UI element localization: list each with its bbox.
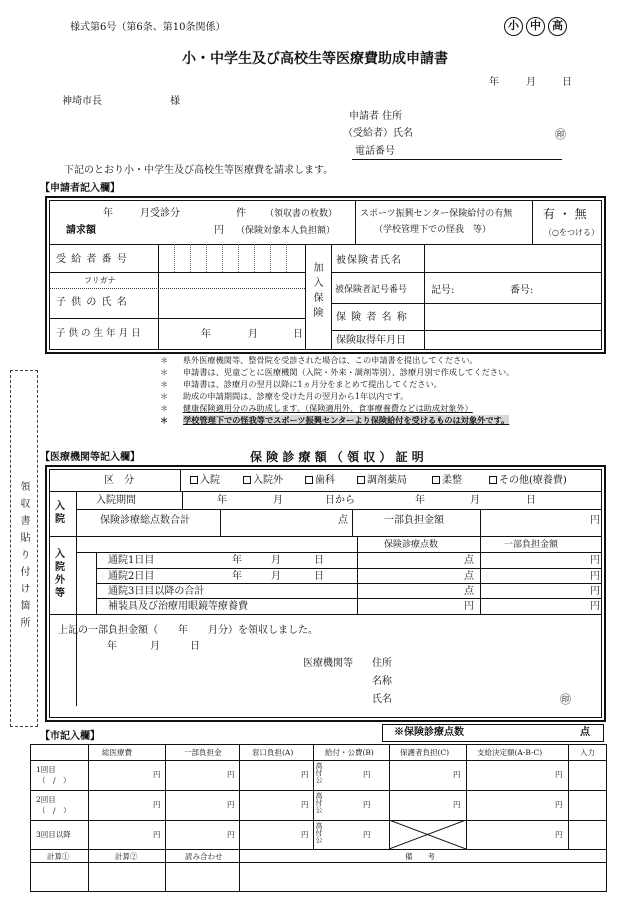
visit-2-points-unit: 点 <box>464 571 474 582</box>
orthotics-yen: 円 <box>590 601 600 612</box>
city-cell-yen: 円 <box>153 830 161 839</box>
category-item[interactable] <box>190 475 220 487</box>
badge-elementary: 小 <box>504 17 523 36</box>
number-box-divider <box>254 244 255 272</box>
recipient-number-label: 受 給 者 番 号 <box>56 254 128 265</box>
city-section-heading: 【市記入欄】 <box>40 731 100 742</box>
city-kofu-label: 高付公 <box>315 762 323 783</box>
received-year: 年 <box>107 641 117 652</box>
claim-year-label: 年 <box>103 208 113 219</box>
row1-divider-1 <box>355 200 356 244</box>
city-foot-line <box>88 849 89 892</box>
visit-1-yen: 円 <box>590 555 600 566</box>
city-cell-yen: 円 <box>227 770 235 779</box>
checkbox-icon[interactable] <box>190 476 198 484</box>
date-year-label: 年 <box>489 77 499 88</box>
badge-high-school: 高 <box>548 17 567 36</box>
note-item <box>160 404 473 414</box>
note-mark: ＊ <box>160 403 169 413</box>
insurer-name-label: 保 険 者 名 称 <box>336 312 408 323</box>
number-box-divider <box>286 244 287 272</box>
note-mark: ＊ <box>160 355 169 365</box>
number-box-divider <box>174 244 175 272</box>
left-label-divider <box>158 244 159 350</box>
checkbox-icon[interactable] <box>489 476 497 484</box>
note-mark: ＊ <box>160 379 169 389</box>
note-mark: ＊ <box>160 391 169 401</box>
inpatient-bottom <box>49 536 602 537</box>
row1-divider-2 <box>532 200 533 244</box>
institution-seal-icon: ㊞ <box>560 693 571 706</box>
city-kofu-label: 高付公 <box>315 822 323 843</box>
city-cross-out <box>389 820 466 849</box>
orthotics-yen-mid: 円 <box>464 601 474 612</box>
insured-name-label: 被保険者氏名 <box>336 255 402 266</box>
city-row-date: （ / ） <box>38 776 71 785</box>
city-cell-yen: 円 <box>453 770 461 779</box>
note-item <box>160 416 509 426</box>
period-month: 月 <box>273 495 283 506</box>
mid-divider <box>305 244 306 350</box>
symbol-label: 記号: <box>431 285 455 296</box>
number-box-divider <box>270 244 271 272</box>
visit-2-label: 通院2日目 <box>108 571 155 582</box>
medical-title: 保 険 診 療 額 （ 領 収 ） 証 明 <box>250 450 424 464</box>
city-cell-yen: 円 <box>363 770 371 779</box>
city-row-label: 3回目以降 <box>36 830 71 839</box>
note-text: 申請書は、児童ごとに医療機関（入院・外来・調剤等別）、診療月別で作成してください。 <box>182 367 515 377</box>
category-label: その他(療養費) <box>499 475 567 486</box>
category-label: 入院外 <box>253 475 283 486</box>
institution-person-label: 氏名 <box>372 694 392 705</box>
category-label: 歯科 <box>315 475 335 486</box>
checkbox-icon[interactable] <box>357 476 365 484</box>
date-day-label: 日 <box>562 77 572 88</box>
claim-month-label: 月受診分 <box>140 208 180 219</box>
city-row-label: 1回目 <box>36 765 56 774</box>
claim-count-label: 件 <box>236 208 246 219</box>
badge-junior-high: 中 <box>526 17 545 36</box>
phone-underline <box>352 159 562 160</box>
insured-name-bottom <box>331 272 602 273</box>
visit-1-label: 通院1日目 <box>108 555 155 566</box>
date-month-label: 月 <box>526 77 536 88</box>
note-text: 学校管理下での怪我等でスポーツ振興センターより保険給付を受けるものは対象外です。 <box>183 415 510 425</box>
category-item[interactable] <box>243 475 283 487</box>
number-box-divider <box>206 244 207 272</box>
insured-symbol-label: 被保険者記号番号 <box>335 285 408 295</box>
note-item <box>160 356 478 366</box>
child-name-label: 子 供 の 氏 名 <box>56 297 128 308</box>
insurance-join-label: 加入保険 <box>311 262 322 322</box>
number-box-divider <box>190 244 191 272</box>
visit-3-bottom <box>96 598 602 599</box>
note-item <box>160 368 514 378</box>
inpatient-period-label: 入院期間 <box>96 495 136 506</box>
applicant-address-label: 申請者 住所 <box>349 111 403 122</box>
city-footer-divider <box>30 862 607 863</box>
city-footer-remarks: 備 考 <box>405 852 435 861</box>
child-name-bottom <box>49 318 305 319</box>
claim-yen-note: （保険対象本人負担額） <box>236 226 336 236</box>
row1-bottom-line <box>49 244 602 245</box>
points-divider <box>220 509 221 536</box>
city-cell-yen: 円 <box>227 800 235 809</box>
category-item[interactable] <box>489 475 567 487</box>
sports-label: スポーツ振興センター保険給付の有無 <box>360 209 513 219</box>
period-day-2: 日 <box>526 495 536 506</box>
claim-count-note: （領収書の枚数） <box>265 209 338 219</box>
visit-3-points-unit: 点 <box>464 586 474 597</box>
city-row-bottom <box>30 820 607 821</box>
circle-note: （○をつける） <box>544 228 599 237</box>
outpatient-header-bottom <box>76 552 602 553</box>
city-cell-yen: 円 <box>301 830 309 839</box>
addressee-honorific: 様 <box>170 96 180 107</box>
note-text: 健康保険適用分のみ助成します。（保険適用外、食事療養費などは助成対象外） <box>182 403 473 413</box>
city-header-cell: 入力 <box>580 748 595 757</box>
kubun-divider <box>180 469 181 491</box>
period-bottom <box>76 509 602 510</box>
visit-1-year: 年 <box>232 555 242 566</box>
city-cell-yen: 円 <box>153 800 161 809</box>
outpatient-label: 入院外等 <box>55 549 65 599</box>
visit-2-bottom <box>96 583 602 584</box>
note-text: 助成の申請期間は、診療を受けた月の翌月から1年以内です。 <box>182 391 409 401</box>
addressee: 神埼市長 <box>62 96 102 107</box>
acquired-date-label: 保険取得年月日 <box>336 335 406 346</box>
city-footer-calc2: 計算② <box>115 852 138 861</box>
col-points-header: 保険診療点数 <box>384 540 439 550</box>
insured-symbol-bottom <box>331 303 602 304</box>
city-cell-yen: 円 <box>363 800 371 809</box>
total-points-unit: 点 <box>338 515 348 526</box>
visit-3-label: 通院3日目以降の合計 <box>108 586 205 597</box>
city-footer-calc1: 計算① <box>47 852 70 861</box>
city-header-cell: 保護者負担(C) <box>400 748 450 757</box>
partial-burden-label: 一部負担金額 <box>384 515 444 526</box>
city-col-line <box>239 744 240 892</box>
city-row-date: （ / ） <box>38 806 71 815</box>
number-box-divider <box>238 244 239 272</box>
sports-label-note: （学校管理下での怪我 等） <box>374 225 492 235</box>
category-item[interactable] <box>432 475 462 487</box>
city-header-cell: 給付・公費(B) <box>325 748 374 757</box>
claim-yen-label: 円 <box>214 225 224 236</box>
outpatient-burden-divider <box>480 536 481 614</box>
note-item <box>160 392 408 402</box>
applicant-name-label: （受給者）氏名 <box>343 128 413 139</box>
city-row-bottom <box>30 790 607 791</box>
received-day: 日 <box>190 641 200 652</box>
right-label-divider <box>424 244 425 350</box>
city-cell-yen: 円 <box>555 770 563 779</box>
received-text: 上記の一部負担金額（ 年 月分）を領収しました。 <box>58 625 318 636</box>
period-from: 日から <box>325 495 355 506</box>
city-foot-line <box>165 849 166 892</box>
kubun-bottom <box>49 491 602 492</box>
institution-label: 医療機関等 <box>303 658 353 669</box>
city-cell-yen: 円 <box>555 830 563 839</box>
birth-year-label: 年 <box>201 329 211 340</box>
receipt-paste-area <box>10 370 38 727</box>
orthotics-label: 補装具及び治療用眼鏡等療養費 <box>108 601 248 612</box>
receipt-paste-label: 領収書貼り付け箇所 <box>18 481 29 634</box>
checkbox-icon[interactable] <box>432 476 440 484</box>
intro-text: 下記のとおり小・中学生及び高校生等医療費を請求します。 <box>64 165 334 176</box>
partial-burden-yen: 円 <box>590 515 600 526</box>
points-right-divider <box>352 509 353 536</box>
furigana-label: フリガナ <box>84 276 116 285</box>
note-text: 申請書は、診療月の翌月以降に1ヵ月分をまとめて提出してください。 <box>182 379 442 389</box>
visit-2-month: 月 <box>271 571 281 582</box>
points-box-label: ※保険診療点数 <box>394 727 464 738</box>
applicant-seal-icon: ㊞ <box>555 128 566 141</box>
checkbox-icon[interactable] <box>305 476 313 484</box>
kubun-label: 区 分 <box>104 475 134 486</box>
city-cell-yen: 円 <box>153 770 161 779</box>
institution-address-label: 住所 <box>372 658 392 669</box>
form-number: 様式第6号（第6条、第10条関係） <box>70 22 226 33</box>
note-text: 県外医療機関等、整骨院を受診された場合は、この申請書を提出してください。 <box>182 355 478 365</box>
child-birth-label: 子 供 の 生 年 月 日 <box>56 328 141 339</box>
visit-1-day: 日 <box>314 555 324 566</box>
checkbox-icon[interactable] <box>243 476 251 484</box>
city-cell-yen: 円 <box>453 800 461 809</box>
received-month: 月 <box>150 641 160 652</box>
city-row-label: 2回目 <box>36 795 56 804</box>
phone-label: 電話番号 <box>355 146 395 157</box>
category-item[interactable] <box>357 475 407 487</box>
category-label: 柔整 <box>442 475 462 486</box>
category-item[interactable] <box>305 475 335 487</box>
city-cell-yen: 円 <box>301 770 309 779</box>
outpatient-bottom <box>49 614 602 615</box>
city-cell-yen: 円 <box>555 800 563 809</box>
city-header-cell: 総医療費 <box>102 748 132 757</box>
city-kofu-label: 高付公 <box>315 792 323 813</box>
city-cell-yen: 円 <box>227 830 235 839</box>
birth-day-label: 日 <box>293 329 303 340</box>
city-header-cell: 一部負担金 <box>184 748 222 757</box>
number-box-divider <box>222 244 223 272</box>
birth-month-label: 月 <box>248 329 258 340</box>
city-header-bottom <box>30 760 607 761</box>
burden-divider <box>480 509 481 536</box>
visit-2-day: 日 <box>314 571 324 582</box>
city-header-cell: 窓口負担(A) <box>252 748 294 757</box>
medical-section-heading: 【医療機関等記入欄】 <box>40 452 140 463</box>
applicant-section-heading: 【申請者記入欄】 <box>40 183 120 194</box>
insurance-col-divider <box>331 244 332 350</box>
inpatient-label: 入院 <box>55 501 65 525</box>
furigana-divider <box>49 288 305 289</box>
city-cell-yen: 円 <box>301 800 309 809</box>
category-label: 調剤薬局 <box>367 475 407 486</box>
city-header-cell: 支給決定額(A-B-C) <box>477 748 543 757</box>
institution-name-label: 名称 <box>372 676 392 687</box>
period-divider <box>182 491 183 509</box>
note-item <box>160 380 442 390</box>
period-month-2: 月 <box>470 495 480 506</box>
city-row-bottom <box>30 849 607 850</box>
page-title: 小・中学生及び高校生等医療費助成申請書 <box>182 51 448 67</box>
number-label: 番号: <box>510 285 534 296</box>
visit-1-bottom <box>96 568 602 569</box>
category-label: 入院 <box>200 475 220 486</box>
note-mark: ＊ <box>160 415 169 425</box>
period-year-2: 年 <box>415 495 425 506</box>
visit-1-month: 月 <box>271 555 281 566</box>
outpatient-points-divider <box>357 536 358 614</box>
total-points-label: 保険診療総点数合計 <box>100 515 190 526</box>
visit-3-yen: 円 <box>590 586 600 597</box>
row-label-divider <box>76 491 77 706</box>
recipient-row-bottom <box>49 272 305 273</box>
period-year: 年 <box>217 495 227 506</box>
city-cell-yen: 円 <box>363 830 371 839</box>
visit-2-year: 年 <box>232 571 242 582</box>
city-footer-crosscheck: 読み合わせ <box>185 852 223 861</box>
visit-1-points-unit: 点 <box>464 555 474 566</box>
note-mark: ＊ <box>160 367 169 377</box>
col-burden-header: 一部負担金額 <box>504 540 559 550</box>
claim-amount-label: 請求額 <box>66 225 96 236</box>
sports-yes-no[interactable]: 有 ・ 無 <box>543 207 587 221</box>
insurer-name-bottom <box>331 330 602 331</box>
points-box-unit: 点 <box>580 727 590 738</box>
visit-2-yen: 円 <box>590 571 600 582</box>
